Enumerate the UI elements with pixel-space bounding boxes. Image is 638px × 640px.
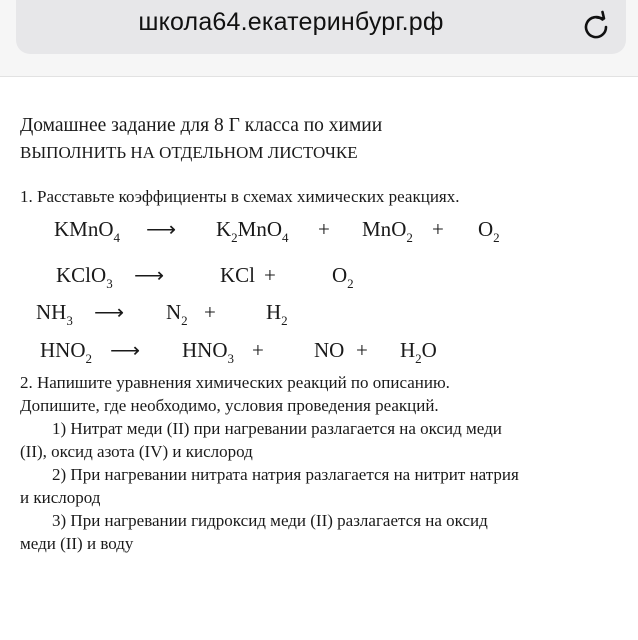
task2-item3-b: меди (II) и воду — [20, 534, 134, 553]
task2-item3-a: 3) При нагревании гидроксид меди (II) разлагается на оксид — [52, 511, 488, 530]
task1-heading: 1. Расставьте коэффициенты в схемах химических реакциях. — [20, 187, 460, 206]
reload-icon[interactable] — [580, 10, 612, 42]
eq2-plus: + — [264, 263, 276, 287]
eq1-product-3: $O_2$ — [478, 217, 500, 245]
task2-line-1: 2. Напишите уравнения химических реакций по описанию. — [20, 373, 450, 392]
browser-chrome — [0, 0, 638, 77]
task2-item2-a: 2) При нагревании нитрата натрия разлагается на нитрит натрия — [52, 465, 519, 484]
eq1-plus-2: + — [432, 217, 444, 241]
eq1-plus-1: + — [318, 217, 330, 241]
eq4-arrow: ⟶ — [110, 338, 141, 362]
eq4-product-3: $H_2O$ — [400, 338, 437, 366]
task2-item1-b: (II), оксид азота (IV) и кислород — [20, 442, 253, 461]
eq3-plus: + — [204, 300, 216, 324]
homework-subtitle: ВЫПОЛНИТЬ НА ОТДЕЛЬНОМ ЛИСТОЧКЕ — [20, 143, 358, 162]
eq4-product-2: NO — [314, 338, 345, 362]
eq4-plus-2: + — [356, 338, 368, 362]
eq1-product-2: MnO$_2$ — [362, 217, 413, 245]
task2-item2-b: и кислород — [20, 488, 101, 507]
eq3-arrow: ⟶ — [94, 300, 125, 324]
document-page — [0, 77, 638, 640]
eq2-reactant: KClO$_3$ — [56, 263, 113, 291]
eq3-product-1: $N_2$ — [166, 300, 188, 328]
task2-line-2: Допишите, где необходимо, условия проведения реакций. — [20, 396, 439, 415]
homework-title: Домашнее задание для 8 Г класса по химии — [20, 115, 383, 136]
eq2-product-1: KCl — [220, 263, 256, 287]
eq1-arrow: ⟶ — [146, 217, 177, 241]
eq2-product-2: $O_2$ — [332, 263, 354, 291]
url-text[interactable]: школа64.екатеринбург.рф — [138, 8, 444, 36]
eq1-product-1: $K_2MnO_4$ — [216, 217, 289, 245]
eq4-reactant: $HNO_2$ — [40, 338, 92, 366]
eq4-plus-1: + — [252, 338, 264, 362]
task2-item1-a: 1) Нитрат меди (II) при нагревании разлагается на оксид меди — [52, 419, 502, 438]
address-bar[interactable] — [16, 0, 626, 54]
eq4-product-1: $HNO_3$ — [182, 338, 234, 366]
eq3-product-2: $H_2$ — [266, 300, 288, 328]
eq1-reactant: KMnO$_4$ — [54, 217, 121, 245]
eq3-reactant: $NH_3$ — [36, 300, 73, 328]
eq2-arrow: ⟶ — [134, 263, 165, 287]
